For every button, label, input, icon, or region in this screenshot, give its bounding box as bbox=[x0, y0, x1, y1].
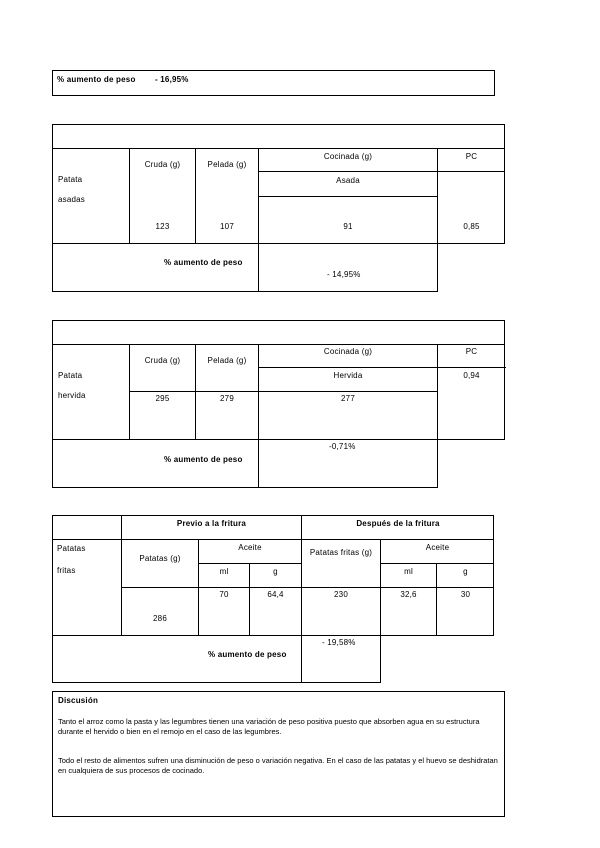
fritas-name-line2: fritas bbox=[57, 566, 76, 575]
hervida-val-pc: 0,94 bbox=[463, 371, 480, 380]
hervida-val-cruda: 295 bbox=[155, 394, 170, 403]
asadas-col-cocinada: Cocinada (g) bbox=[323, 152, 373, 161]
fritas-aumento-label: % aumento de peso bbox=[208, 650, 287, 659]
fritas-val-ml-prev: 70 bbox=[219, 590, 229, 599]
asadas-col-pc: PC bbox=[465, 152, 478, 161]
fritas-val-g-prev: 64,4 bbox=[267, 590, 284, 599]
fritas-col-ml-prev: ml bbox=[219, 567, 229, 576]
fritas-aumento-value: - 19,58% bbox=[322, 638, 356, 647]
hervida-col-pelada: Pelada (g) bbox=[207, 356, 247, 365]
fritas-name-line1: Patatas bbox=[57, 544, 86, 553]
fritas-col-g-desp: g bbox=[463, 567, 468, 576]
fritas-val-patatas-fritas: 230 bbox=[334, 590, 348, 599]
fritas-col-patatas: Patatas (g) bbox=[139, 554, 181, 563]
asadas-val-pc: 0,85 bbox=[463, 222, 480, 231]
asadas-sub-cocinada: Asada bbox=[336, 176, 360, 185]
asadas-aumento-value: - 14,95% bbox=[327, 270, 361, 279]
asadas-val-cruda: 123 bbox=[155, 222, 170, 231]
hervida-col-cruda: Cruda (g) bbox=[144, 356, 181, 365]
fritas-val-ml-desp: 32,6 bbox=[400, 590, 417, 599]
discusion-paragraph-1: Tanto el arroz como la pasta y las legumbres tienen una variación de peso positiva puesto que absorben agua en su estructura durante el hervido o bien en el remojo en el caso de las legumbres. bbox=[58, 717, 480, 736]
summary-top-box bbox=[52, 70, 495, 96]
hervida-aumento-label: % aumento de peso bbox=[164, 455, 243, 464]
asadas-col-cruda: Cruda (g) bbox=[144, 160, 181, 169]
fritas-col-ml-desp: ml bbox=[404, 567, 413, 576]
fritas-val-g-desp: 30 bbox=[460, 590, 471, 599]
asadas-val-cocinada: 91 bbox=[343, 222, 353, 231]
asadas-aumento-label: % aumento de peso bbox=[164, 258, 243, 267]
asadas-name-line1: Patata bbox=[58, 175, 83, 184]
summary-top-value: - 16,95% bbox=[155, 75, 189, 84]
table-asadas-header-row bbox=[52, 124, 505, 149]
asadas-name-line2: asadas bbox=[58, 195, 85, 204]
asadas-val-pelada: 107 bbox=[220, 222, 234, 231]
hervida-name-line1: Patata bbox=[58, 371, 83, 380]
asadas-col-pelada: Pelada (g) bbox=[207, 160, 247, 169]
table-hervida-footer bbox=[52, 439, 438, 488]
table-hervida-header-row bbox=[52, 320, 505, 345]
table-asadas-footer bbox=[52, 243, 438, 292]
hervida-val-cocinada: 277 bbox=[341, 394, 355, 403]
hervida-col-cocinada: Cocinada (g) bbox=[323, 347, 373, 356]
discusion-paragraph-2: Todo el resto de alimentos sufren una disminución de peso o variación negativa. En el caso de las patatas y el huevo se deshidratan en cualquiera de sus procesos de cocinado. bbox=[58, 756, 498, 775]
fritas-col-patatas-fritas: Patatas fritas (g) bbox=[309, 548, 373, 557]
fritas-head-despues: Después de la fritura bbox=[356, 519, 440, 528]
hervida-aumento-value: -0,71% bbox=[329, 442, 356, 451]
hervida-val-pelada: 279 bbox=[220, 394, 234, 403]
hervida-col-pc: PC bbox=[465, 347, 478, 356]
hervida-name-line2: hervida bbox=[58, 391, 86, 400]
summary-top-label: % aumento de peso bbox=[57, 75, 136, 84]
fritas-col-aceite-desp: Aceite bbox=[425, 543, 450, 552]
hervida-sub-cocinada: Hervida bbox=[333, 371, 363, 380]
fritas-col-aceite-prev: Aceite bbox=[238, 543, 262, 552]
fritas-val-patatas: 286 bbox=[153, 614, 167, 623]
fritas-col-g-prev: g bbox=[273, 567, 278, 576]
discusion-title: Discusión bbox=[58, 696, 99, 705]
fritas-head-previo: Previo a la fritura bbox=[176, 519, 247, 528]
discusion-box bbox=[52, 691, 505, 817]
